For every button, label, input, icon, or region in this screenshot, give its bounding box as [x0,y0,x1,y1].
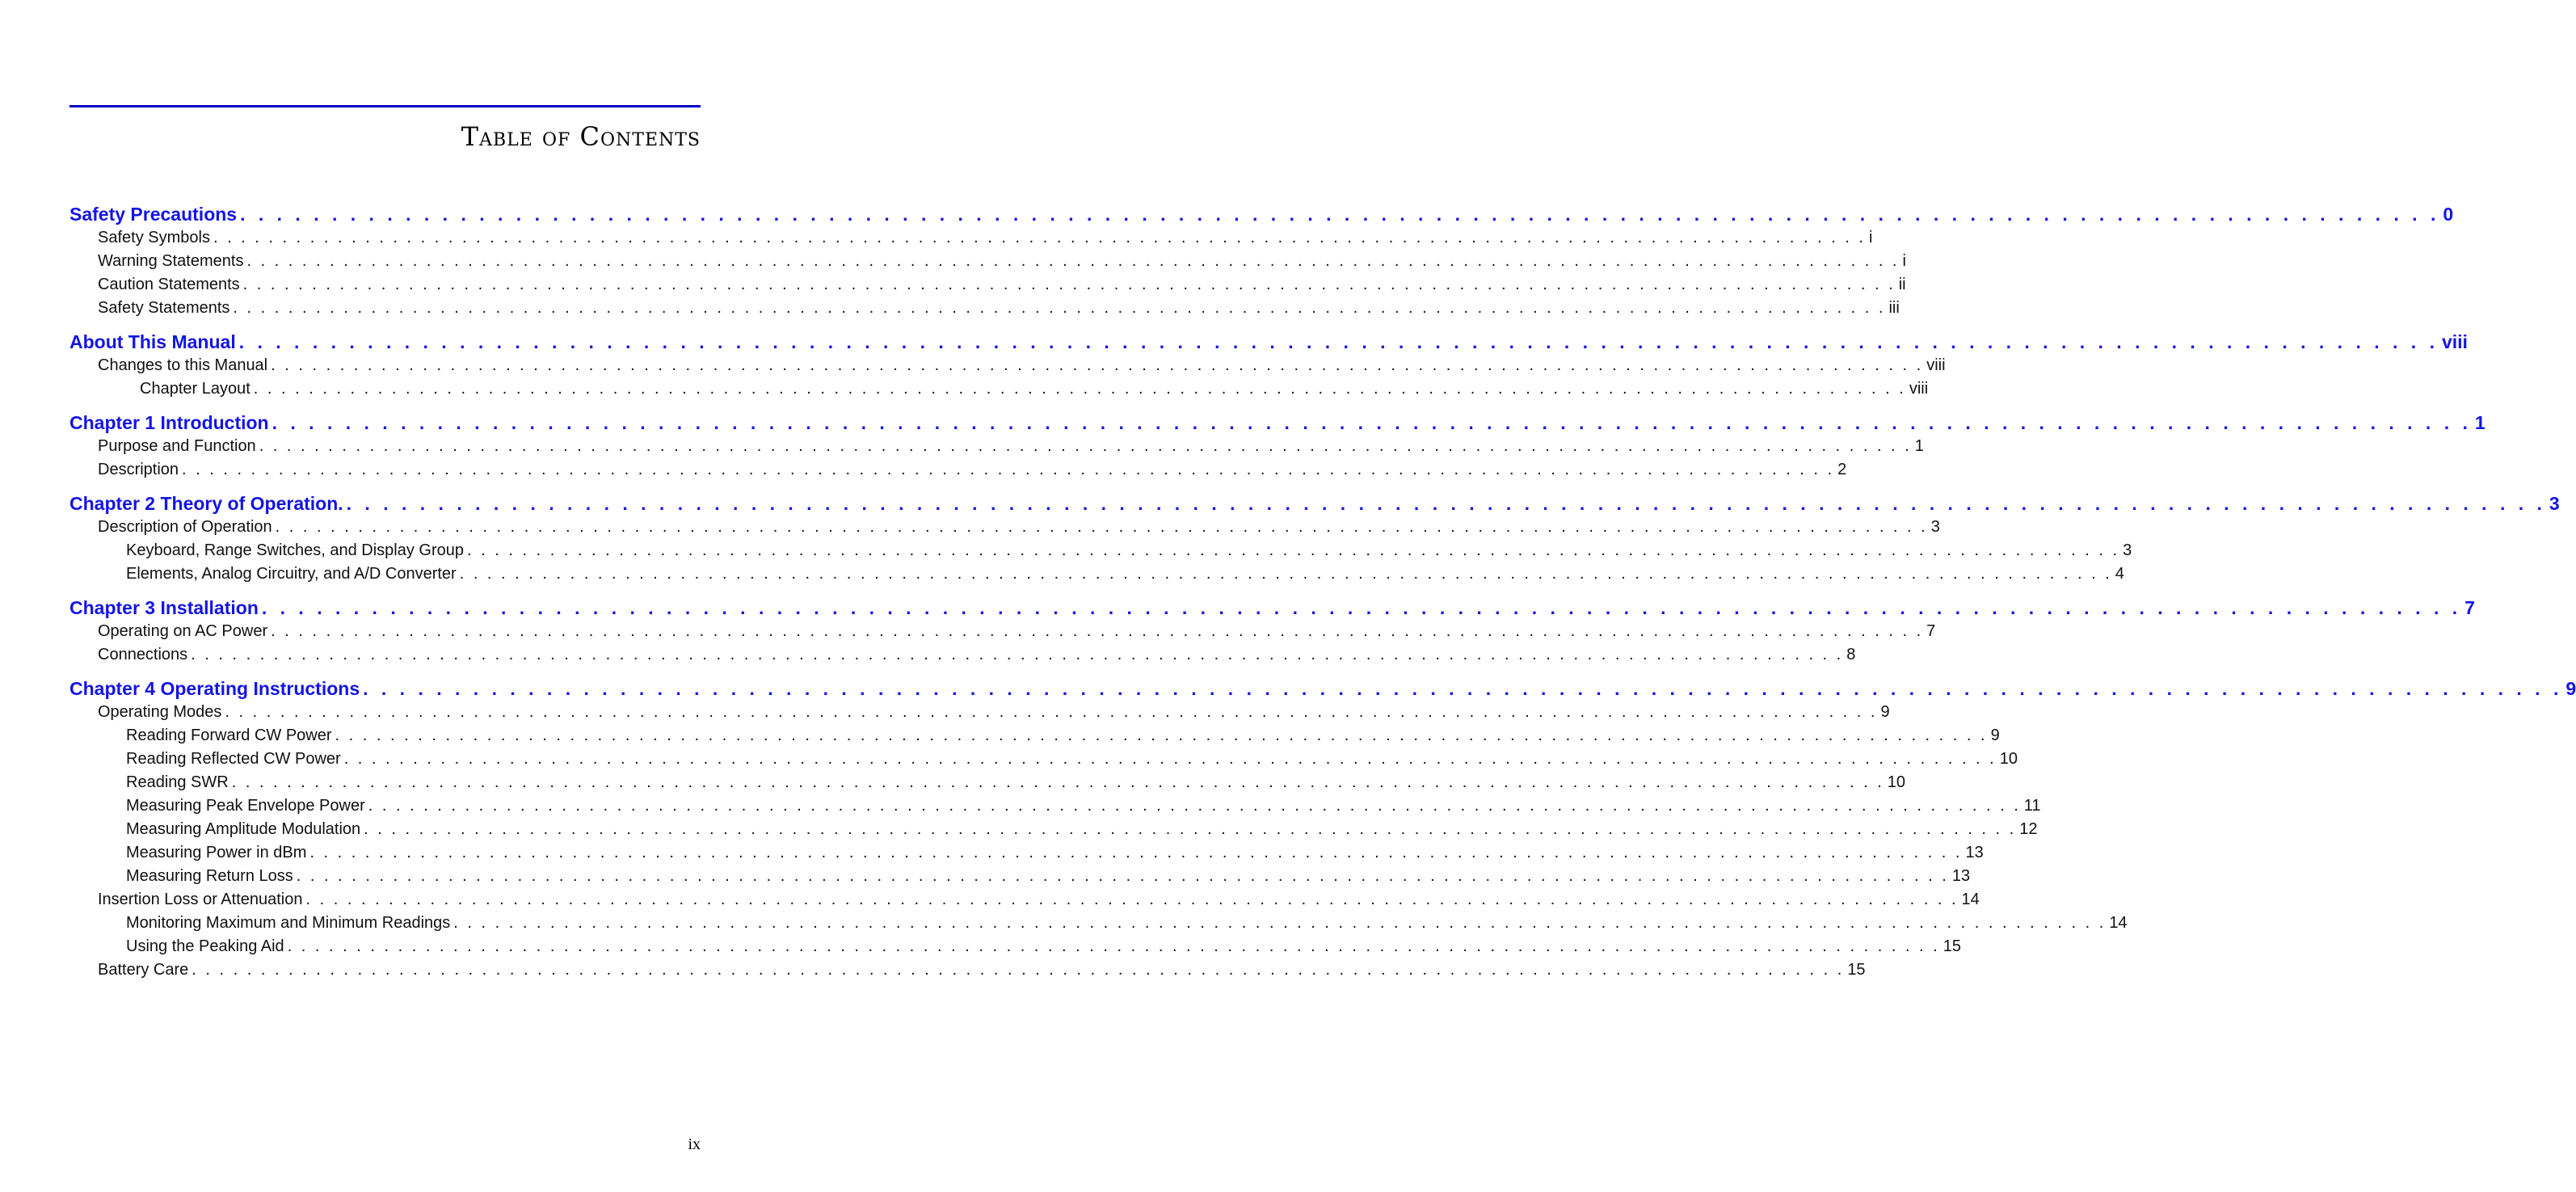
toc-entry-title: Operating on AC Power [98,622,268,640]
toc-entry-title: Connections [98,646,188,663]
toc-entry-page: i [1869,229,1873,246]
toc-entry-title: Chapter 2 Theory of Operation. [69,493,343,514]
toc-entry[interactable] [69,935,1961,958]
toc-entry[interactable] [69,841,1984,865]
toc-entry-page: 3 [1930,518,1940,536]
toc-entry-title: Chapter 3 Installation [69,597,259,618]
toc-entry-page: 14 [2109,914,2128,932]
toc-entry-title: Using the Peaking Aid [126,937,284,955]
toc-entry-title: Warning Statements [98,252,244,270]
toc-chapter-entry[interactable] [69,676,2576,701]
dot-leader: . . . . . . . . . . . . . . . . . . . . . . . . . . . . . . . . . . . . . . . . . . . . . . . . . . . . . . . . . . . . . . . . . . . . . . . . . . . . . . . . . . . . . . . . . . . . . . . . . . . . . . . . . . . . . . . . . . . . . . . . [305,891,1959,908]
toc-entry[interactable] [69,539,2132,562]
dot-leader: . . . . . . . . . . . . . . . . . . . . . . . . . . . . . . . . . . . . . . . . . . . . . . . . . . . . . . . . . . . . . . . . . . . . . . . . . . . . . . . . . . . . . . . . . . . . . . . . . . . . . . . . . . . . . . . . . . . . . . . . [271,412,2472,433]
dot-leader: . . . . . . . . . . . . . . . . . . . . . . . . . . . . . . . . . . . . . . . . . . . . . . . . . . . . . . . . . . . . . . . . . . . . . . . . . . . . . . . . . . . . . . . . . . . . . . . . . . . . . . . . . . . . . . . . . . . . . . . . [271,622,1924,640]
toc-chapter-entry[interactable] [69,330,2468,354]
toc-entry-page: 3 [2123,541,2132,559]
dot-leader: . . . . . . . . . . . . . . . . . . . . . . . . . . . . . . . . . . . . . . . . . . . . . . . . . . . . . . . . . . . . . . . . . . . . . . . . . . . . . . . . . . . . . . . . . . . . . . . . . . . . . . . . . . . . . . . . . . . . . . . . [309,844,1963,861]
toc-entry[interactable] [69,958,1866,982]
dot-leader: . . . . . . . . . . . . . . . . . . . . . . . . . . . . . . . . . . . . . . . . . . . . . . . . . . . . . . . . . . . . . . . . . . . . . . . . . . . . . . . . . . . . . . . . . . . . . . . . . . . . . . . . . . . . . . . . . . . . . . . . [335,727,1988,744]
dot-leader: . . . . . . . . . . . . . . . . . . . . . . . . . . . . . . . . . . . . . . . . . . . . . . . . . . . . . . . . . . . . . . . . . . . . . . . . . . . . . . . . . . . . . . . . . . . . . . . . . . . . . . . . . . . . . . . . . . . . . . . . [346,493,2546,514]
toc-entry-page: viii [1909,380,1929,398]
dot-leader: . . . . . . . . . . . . . . . . . . . . . . . . . . . . . . . . . . . . . . . . . . . . . . . . . . . . . . . . . . . . . . . . . . . . . . . . . . . . . . . . . . . . . . . . . . . . . . . . . . . . . . . . . . . . . . . . . . . . . . . . [238,331,2439,352]
toc-entry-page: 0 [2443,204,2454,225]
toc-entry[interactable] [69,701,1890,724]
toc-entry-page: 2 [1837,461,1847,478]
toc-entry[interactable] [69,794,2041,818]
dot-leader: . . . . . . . . . . . . . . . . . . . . . . . . . . . . . . . . . . . . . . . . . . . . . . . . . . . . . . . . . . . . . . . . . . . . . . . . . . . . . . . . . . . . . . . . . . . . . . . . . . . . . . . . . . . . . . . . . . . . . . . . [225,703,1878,721]
dot-leader: . . . . . . . . . . . . . . . . . . . . . . . . . . . . . . . . . . . . . . . . . . . . . . . . . . . . . . . . . . . . . . . . . . . . . . . . . . . . . . . . . . . . . . . . . . . . . . . . . . . . . . . . . . . . . . . . . . . . . . . . [467,541,2120,559]
toc-entry-page: 1 [2474,412,2486,433]
dot-leader: . . . . . . . . . . . . . . . . . . . . . . . . . . . . . . . . . . . . . . . . . . . . . . . . . . . . . . . . . . . . . . . . . . . . . . . . . . . . . . . . . . . . . . . . . . . . . . . . . . . . . . . . . . . . . . . . . . . . . . . . [192,961,1845,979]
dot-leader: . . . . . . . . . . . . . . . . . . . . . . . . . . . . . . . . . . . . . . . . . . . . . . . . . . . . . . . . . . . . . . . . . . . . . . . . . . . . . . . . . . . . . . . . . . . . . . . . . . . . . . . . . . . . . . . . . . . . . . . . [261,597,2462,618]
toc-entry-page: iii [1888,299,1900,317]
toc-entry-page: 13 [1951,867,1971,885]
toc-entry[interactable] [69,643,1856,667]
dot-leader: . . . . . . . . . . . . . . . . . . . . . . . . . . . . . . . . . . . . . . . . . . . . . . . . . . . . . . . . . . . . . . . . . . . . . . . . . . . . . . . . . . . . . . . . . . . . . . . . . . . . . . . . . . . . . . . . . . . . . . . . [240,204,2440,225]
toc-entry[interactable] [69,620,1936,643]
toc-chapter-entry[interactable] [69,202,2454,226]
toc-entry-title: Safety Symbols [98,229,210,246]
toc-entry-title: Reading Reflected CW Power [126,750,341,768]
dot-leader: . . . . . . . . . . . . . . . . . . . . . . . . . . . . . . . . . . . . . . . . . . . . . . . . . . . . . . . . . . . . . . . . . . . . . . . . . . . . . . . . . . . . . . . . . . . . . . . . . . . . . . . . . . . . . . . . . . . . . . . . [242,276,1896,293]
toc-chapter-entry[interactable] [69,411,2486,435]
toc-entry-page: 9 [2565,678,2576,699]
dot-leader: . . . . . . . . . . . . . . . . . . . . . . . . . . . . . . . . . . . . . . . . . . . . . . . . . . . . . . . . . . . . . . . . . . . . . . . . . . . . . . . . . . . . . . . . . . . . . . . . . . . . . . . . . . . . . . . . . . . . . . . . [296,867,1949,885]
toc-entry-page: i [1902,252,1906,270]
toc-entry-title: Description [98,461,179,478]
toc-entry[interactable] [69,516,1940,539]
toc-entry-title: Description of Operation [98,518,272,536]
toc-entry[interactable] [69,273,1906,297]
toc-entry-title: Changes to this Manual [98,356,268,374]
toc-entry[interactable] [69,226,1873,250]
dot-leader: . . . . . . . . . . . . . . . . . . . . . . . . . . . . . . . . . . . . . . . . . . . . . . . . . . . . . . . . . . . . . . . . . . . . . . . . . . . . . . . . . . . . . . . . . . . . . . . . . . . . . . . . . . . . . . . . . . . . . . . . [233,299,1886,317]
toc-entry-title: Operating Modes [98,703,222,721]
dot-leader: . . . . . . . . . . . . . . . . . . . . . . . . . . . . . . . . . . . . . . . . . . . . . . . . . . . . . . . . . . . . . . . . . . . . . . . . . . . . . . . . . . . . . . . . . . . . . . . . . . . . . . . . . . . . . . . . . . . . . . . . [271,356,1924,374]
toc-entry-title: Measuring Power in dBm [126,844,307,861]
toc-entry-page: viii [1926,356,1946,374]
toc-entry-page: 10 [1887,773,1906,791]
toc-entry-page: 14 [1961,891,1980,908]
toc-entry-title: Measuring Return Loss [126,867,293,885]
dot-leader: . . . . . . . . . . . . . . . . . . . . . . . . . . . . . . . . . . . . . . . . . . . . . . . . . . . . . . . . . . . . . . . . . . . . . . . . . . . . . . . . . . . . . . . . . . . . . . . . . . . . . . . . . . . . . . . . . . . . . . . . [459,565,2112,583]
dot-leader: . . . . . . . . . . . . . . . . . . . . . . . . . . . . . . . . . . . . . . . . . . . . . . . . . . . . . . . . . . . . . . . . . . . . . . . . . . . . . . . . . . . . . . . . . . . . . . . . . . . . . . . . . . . . . . . . . . . . . . . . [253,380,1906,398]
toc-entry-title: Safety Statements [98,299,230,317]
dot-leader: . . . . . . . . . . . . . . . . . . . . . . . . . . . . . . . . . . . . . . . . . . . . . . . . . . . . . . . . . . . . . . . . . . . . . . . . . . . . . . . . . . . . . . . . . . . . . . . . . . . . . . . . . . . . . . . . . . . . . . . . [213,229,1866,246]
dot-leader: . . . . . . . . . . . . . . . . . . . . . . . . . . . . . . . . . . . . . . . . . . . . . . . . . . . . . . . . . . . . . . . . . . . . . . . . . . . . . . . . . . . . . . . . . . . . . . . . . . . . . . . . . . . . . . . . . . . . . . . . [246,252,1900,270]
table-of-contents [69,202,2576,982]
toc-entry-title: Chapter 4 Operating Instructions [69,678,360,699]
toc-entry-title: About This Manual [69,331,236,352]
dot-leader: . . . . . . . . . . . . . . . . . . . . . . . . . . . . . . . . . . . . . . . . . . . . . . . . . . . . . . . . . . . . . . . . . . . . . . . . . . . . . . . . . . . . . . . . . . . . . . . . . . . . . . . . . . . . . . . . . . . . . . . . [453,914,2107,932]
toc-entry[interactable] [69,297,1900,320]
toc-entry-page: 9 [1990,727,2000,744]
toc-entry[interactable] [69,818,2038,841]
toc-entry-page: 9 [1880,703,1890,721]
toc-entry-title: Purpose and Function [98,437,256,455]
toc-entry-title: Safety Precautions [69,204,238,225]
toc-entry-page: 13 [1965,844,1984,861]
toc-entry-page: 8 [1846,646,1856,663]
toc-entry[interactable] [69,354,1946,377]
toc-entry-title: Reading SWR [126,773,229,791]
toc-entry[interactable] [69,724,2000,748]
toc-entry-title: Battery Care [98,961,189,979]
toc-entry[interactable] [69,912,2128,935]
toc-entry-page: 10 [1999,750,2018,768]
toc-entry-title: Insertion Loss or Attenuation [98,891,303,908]
toc-entry[interactable] [69,377,1929,401]
toc-entry-page: 3 [2549,493,2560,514]
toc-entry-title: Measuring Peak Envelope Power [126,797,365,815]
toc-entry[interactable] [69,748,2018,771]
toc-entry-page: 12 [2019,820,2038,838]
toc-entry[interactable] [69,562,2124,586]
toc-entry-page: 4 [2115,565,2124,583]
toc-entry-title: Elements, Analog Circuitry, and A/D Converter [126,565,457,583]
toc-entry-title: Measuring Amplitude Modulation [126,820,361,838]
toc-entry[interactable] [69,435,1924,458]
toc-entry-title: Chapter Layout [140,380,250,398]
dot-leader: . . . . . . . . . . . . . . . . . . . . . . . . . . . . . . . . . . . . . . . . . . . . . . . . . . . . . . . . . . . . . . . . . . . . . . . . . . . . . . . . . . . . . . . . . . . . . . . . . . . . . . . . . . . . . . . . . . . . . . . . [343,750,1997,768]
toc-entry-page: viii [2441,331,2468,352]
toc-entry-page: ii [1898,276,1906,293]
dot-leader: . . . . . . . . . . . . . . . . . . . . . . . . . . . . . . . . . . . . . . . . . . . . . . . . . . . . . . . . . . . . . . . . . . . . . . . . . . . . . . . . . . . . . . . . . . . . . . . . . . . . . . . . . . . . . . . . . . . . . . . . [287,937,1940,955]
page-title: Table of Contents [461,121,701,152]
dot-leader: . . . . . . . . . . . . . . . . . . . . . . . . . . . . . . . . . . . . . . . . . . . . . . . . . . . . . . . . . . . . . . . . . . . . . . . . . . . . . . . . . . . . . . . . . . . . . . . . . . . . . . . . . . . . . . . . . . . . . . . . [191,646,1844,663]
dot-leader: . . . . . . . . . . . . . . . . . . . . . . . . . . . . . . . . . . . . . . . . . . . . . . . . . . . . . . . . . . . . . . . . . . . . . . . . . . . . . . . . . . . . . . . . . . . . . . . . . . . . . . . . . . . . . . . . . . . . . . . . [364,820,2017,838]
dot-leader: . . . . . . . . . . . . . . . . . . . . . . . . . . . . . . . . . . . . . . . . . . . . . . . . . . . . . . . . . . . . . . . . . . . . . . . . . . . . . . . . . . . . . . . . . . . . . . . . . . . . . . . . . . . . . . . . . . . . . . . . [259,437,1912,455]
toc-entry-title: Caution Statements [98,276,240,293]
dot-leader: . . . . . . . . . . . . . . . . . . . . . . . . . . . . . . . . . . . . . . . . . . . . . . . . . . . . . . . . . . . . . . . . . . . . . . . . . . . . . . . . . . . . . . . . . . . . . . . . . . . . . . . . . . . . . . . . . . . . . . . . [363,678,2563,699]
dot-leader: . . . . . . . . . . . . . . . . . . . . . . . . . . . . . . . . . . . . . . . . . . . . . . . . . . . . . . . . . . . . . . . . . . . . . . . . . . . . . . . . . . . . . . . . . . . . . . . . . . . . . . . . . . . . . . . . . . . . . . . . [368,797,2021,815]
toc-entry-page: 11 [2023,797,2041,815]
toc-entry-page: 15 [1943,937,1961,955]
toc-chapter-entry[interactable] [69,596,2475,620]
toc-chapter-entry[interactable] [69,491,2560,516]
toc-entry-page: 15 [1847,961,1866,979]
page-number: ix [688,1135,701,1153]
toc-entry[interactable] [69,250,1906,273]
toc-entry[interactable] [69,888,1980,912]
header-rule [69,105,701,107]
toc-entry[interactable] [69,865,1971,888]
toc-entry[interactable] [69,458,1847,482]
dot-leader: . . . . . . . . . . . . . . . . . . . . . . . . . . . . . . . . . . . . . . . . . . . . . . . . . . . . . . . . . . . . . . . . . . . . . . . . . . . . . . . . . . . . . . . . . . . . . . . . . . . . . . . . . . . . . . . . . . . . . . . . [231,773,1884,791]
toc-entry-title: Keyboard, Range Switches, and Display Group [126,541,465,559]
toc-entry-title: Reading Forward CW Power [126,727,332,744]
toc-entry-page: 7 [2464,597,2475,618]
toc-entry-title: Monitoring Maximum and Minimum Readings [126,914,451,932]
toc-entry-title: Chapter 1 Introduction [69,412,269,433]
dot-leader: . . . . . . . . . . . . . . . . . . . . . . . . . . . . . . . . . . . . . . . . . . . . . . . . . . . . . . . . . . . . . . . . . . . . . . . . . . . . . . . . . . . . . . . . . . . . . . . . . . . . . . . . . . . . . . . . . . . . . . . . [182,461,1835,478]
toc-entry-page: 1 [1914,437,1924,455]
toc-entry-page: 7 [1926,622,1936,640]
toc-entry[interactable] [69,771,1906,794]
dot-leader: . . . . . . . . . . . . . . . . . . . . . . . . . . . . . . . . . . . . . . . . . . . . . . . . . . . . . . . . . . . . . . . . . . . . . . . . . . . . . . . . . . . . . . . . . . . . . . . . . . . . . . . . . . . . . . . . . . . . . . . . [275,518,1928,536]
